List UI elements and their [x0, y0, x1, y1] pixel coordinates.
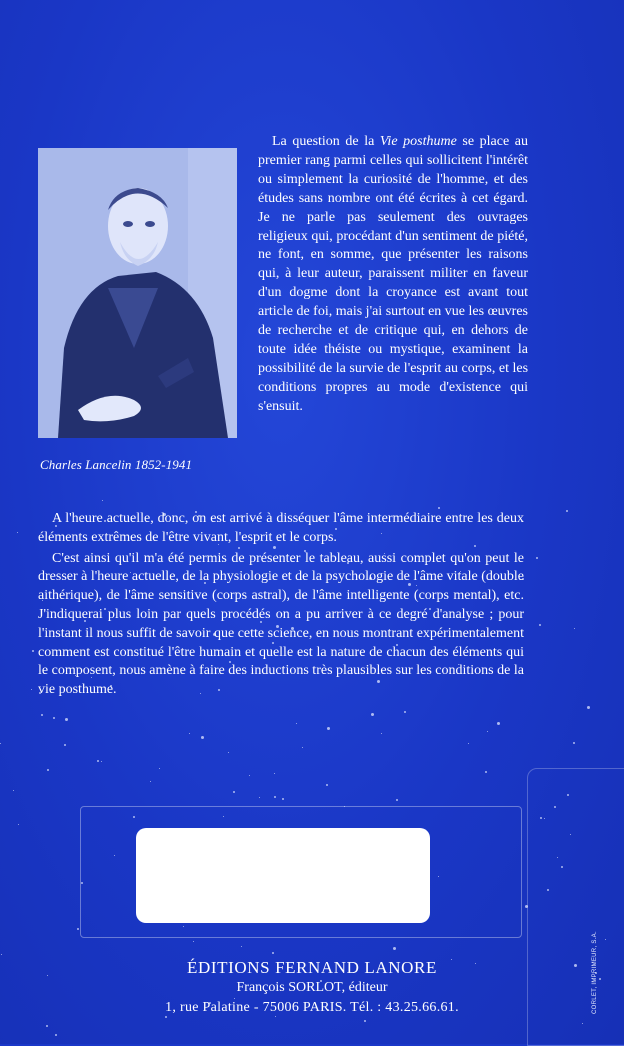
speckle-dot: [539, 624, 541, 626]
speckle-dot: [497, 722, 500, 725]
publisher-block: [0, 958, 624, 1016]
speckle-dot: [485, 771, 487, 773]
body-paragraph-1: A l'heure actuelle, donc, on est arrivé à disséquer l'âme intermédiaire entre les deux éléments extrêmes de l'être vivant, l'esprit et le corps.: [38, 511, 524, 545]
speckle-dot: [97, 760, 99, 762]
speckle-dot: [241, 946, 242, 947]
publisher-name: ÉDITIONS FERNAND LANORE: [187, 958, 437, 977]
publisher-address: 1, rue Palatine - 75006 PARIS. Tél. : 43.25.66.61.: [165, 1000, 459, 1015]
speckle-dot: [201, 736, 204, 739]
intro-paragraph: [258, 133, 528, 417]
speckle-dot: [41, 714, 43, 716]
speckle-dot: [274, 796, 276, 798]
speckle-dot: [396, 799, 398, 801]
speckle-dot: [31, 689, 32, 690]
speckle-dot: [65, 718, 68, 721]
body-paragraph-2: C'est ainsi qu'il m'a été permis de présenter le tableau, aussi complet qu'on peut le dresser à l'heure actuelle, de la physiologie et de la psychologie de l'âme vitale (double aithérique), de l'âme sensitive (corps astral), de l'âme intelligente (corps mental), etc. J'indiquerai plus loin par quels procédés on a pu arriver à ce degré d'analyse ; pour l'instant il nous suffit de savoir que cette science, en nous montrant expérimentalement comment est constitué l'être humain et quelle est la nature de chacun des éléments qui le composent, nous amène à faire des inductions très plausibles sur les conditions de la vie posthume.: [38, 550, 524, 698]
speckle-dot: [189, 733, 190, 734]
speckle-dot: [587, 706, 590, 709]
price-label-window: [136, 828, 430, 923]
speckle-dot: [13, 790, 14, 791]
speckle-dot: [574, 628, 575, 629]
publisher-editor: François SORLOT, éditeur: [236, 980, 388, 995]
speckle-dot: [404, 711, 406, 713]
speckle-dot: [233, 791, 235, 793]
speckle-dot: [0, 743, 1, 744]
speckle-dot: [381, 733, 382, 734]
speckle-dot: [272, 952, 274, 954]
speckle-dot: [249, 775, 250, 776]
speckle-dot: [468, 743, 469, 744]
speckle-dot: [101, 761, 102, 762]
speckle-dot: [566, 510, 568, 512]
speckle-dot: [53, 717, 55, 719]
speckle-dot: [327, 727, 330, 730]
speckle-dot: [371, 713, 374, 716]
speckle-dot: [296, 723, 297, 724]
intro-body: se place au premier rang parmi celles qui sollicitent l'intérêt ou simplement la curiosité de l'homme, et des études sans nombre ont été écrites à cet égard. Je ne parle pas seulement des ouvrages religieux qui, procédant d'un sentiment de piété, ne font, en somme, que présenter les raisons qui, à leur auteur, paraissent militer en faveur d'un dogme dont la croyance est avant tout article de foi, mais j'ai surtout en vue les œuvres de recherche et de critique qui, en dehors de toute idée théiste ou mystique, examinent la possibilité de la survie de l'esprit au corps, et les conditions propres au mode d'existence qui s'ensuit.: [258, 134, 529, 414]
speckle-dot: [536, 557, 538, 559]
intro-italic-term: Vie posthume: [379, 134, 457, 149]
speckle-dot: [17, 532, 18, 533]
speckle-dot: [150, 781, 151, 782]
portrait-illustration: [38, 148, 237, 438]
speckle-dot: [165, 1016, 167, 1018]
body-text-block: [38, 510, 524, 700]
speckle-dot: [18, 824, 19, 825]
author-portrait-photo: [38, 148, 237, 438]
speckle-dot: [302, 747, 303, 748]
speckle-dot: [228, 752, 229, 753]
speckle-dot: [77, 928, 79, 930]
intro-lead: La question de la: [272, 134, 380, 149]
speckle-dot: [438, 507, 440, 509]
portrait-caption: Charles Lancelin 1852-1941: [40, 457, 193, 472]
speckle-dot: [326, 784, 328, 786]
speckle-dot: [1, 954, 2, 955]
speckle-dot: [102, 500, 103, 501]
speckle-dot: [32, 650, 34, 652]
intro-column: [258, 133, 528, 417]
speckle-dot: [364, 1020, 366, 1022]
speckle-dot: [259, 797, 260, 798]
speckle-dot: [55, 1034, 57, 1036]
speckle-dot: [64, 744, 66, 746]
speckle-dot: [274, 773, 275, 774]
speckle-dot: [573, 742, 575, 744]
speckle-dot: [193, 941, 194, 942]
speckle-dot: [47, 769, 49, 771]
speckle-dot: [46, 1025, 48, 1027]
speckle-dot: [487, 731, 488, 732]
speckle-dot: [159, 768, 160, 769]
speckle-dot: [393, 947, 396, 950]
speckle-dot: [282, 798, 284, 800]
speckle-dot: [275, 1016, 276, 1017]
